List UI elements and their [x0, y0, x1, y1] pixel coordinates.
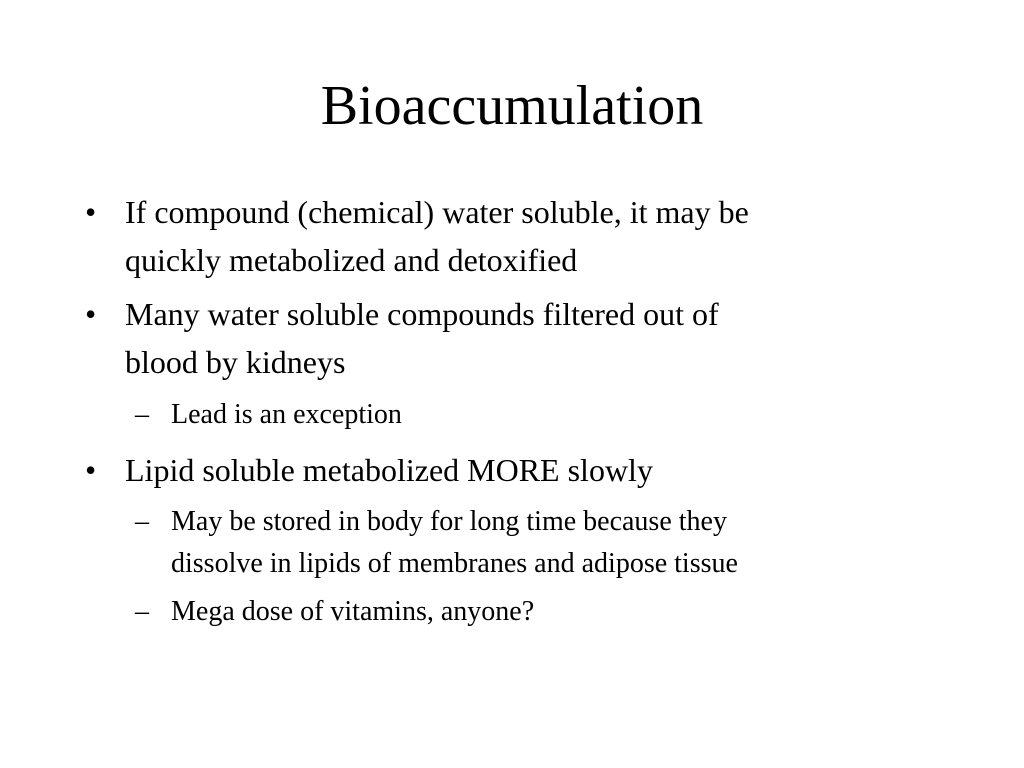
bullet-marker: • — [85, 296, 97, 332]
sub-bullet-marker: – — [135, 506, 149, 537]
bullet-line: Many water soluble compounds filtered out of — [125, 296, 719, 332]
slide-title: Bioaccumulation — [320, 75, 704, 137]
sub-bullet-line: May be stored in body for long time because they — [171, 506, 727, 537]
bullet-line: quickly metabolized and detoxified — [125, 242, 578, 278]
bullet-item — [85, 188, 925, 284]
bullet-item — [85, 290, 925, 386]
sub-bullet-line: Lead is an exception — [171, 399, 402, 430]
sub-bullet-line: dissolve in lipids of membranes and adipose tissue — [171, 548, 738, 579]
sub-bullet-marker: – — [135, 399, 149, 430]
bullet-line: If compound (chemical) water soluble, it may be — [125, 194, 749, 230]
sub-bullet-item — [135, 591, 911, 633]
sub-bullet-item — [135, 394, 911, 436]
bullet-marker: • — [85, 194, 97, 230]
bullet-line: Lipid soluble metabolized MORE slowly — [125, 452, 653, 488]
sub-bullet-marker: – — [135, 596, 149, 627]
bullet-line: blood by kidneys — [125, 344, 346, 380]
bullet-item — [85, 446, 925, 494]
sub-bullet-item — [135, 501, 911, 585]
sub-bullet-line: Mega dose of vitamins, anyone? — [171, 596, 535, 627]
bullet-marker: • — [85, 452, 97, 488]
